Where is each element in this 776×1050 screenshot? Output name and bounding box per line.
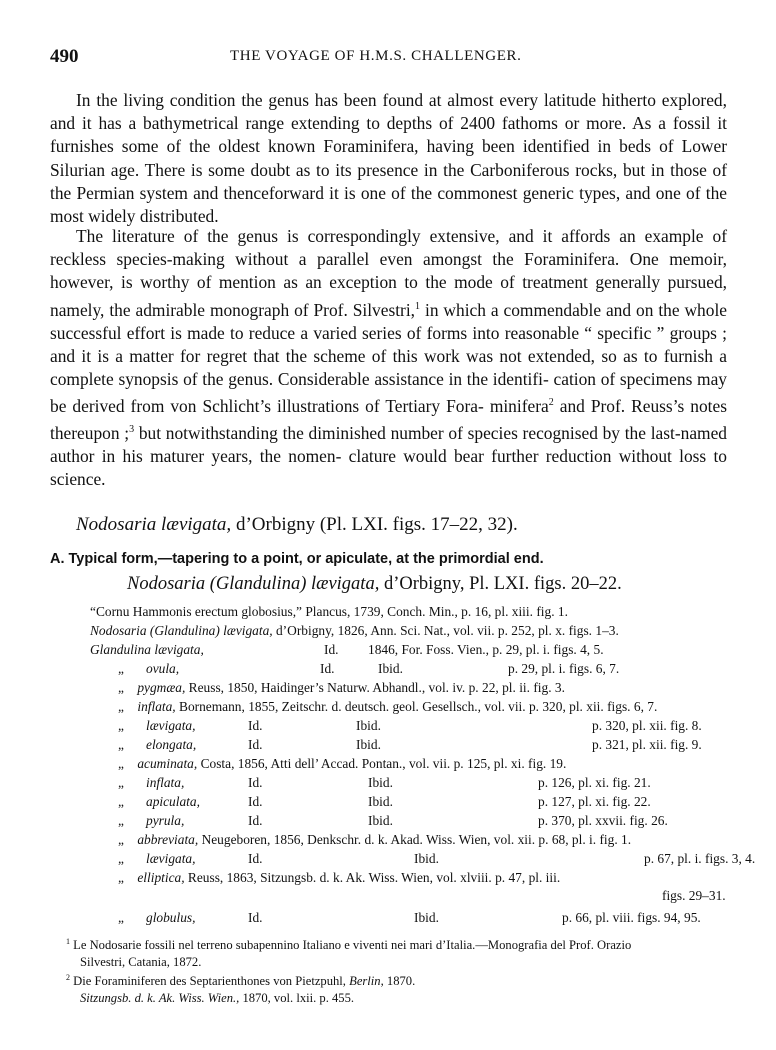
synonymy-line: „ ovula, Id. Ibid. p. 29, pl. i. figs. 6, 7.: [118, 661, 620, 676]
running-title: THE VOYAGE OF H.M.S. CHALLENGER.: [230, 48, 522, 64]
body-line: groups ; and it is a matter for regret that the scheme of this work was not extended, so: [50, 322, 727, 366]
body-line: but notwithstanding the diminished: [138, 423, 386, 444]
body-line: In the living condition the genus has been found at almost every latitude hitherto: [76, 90, 656, 110]
footnote-ref: 2: [548, 397, 554, 409]
synonymy-line: “Cornu Hammonis erectum globosius,” Plancus, 1739, Conch. Min., p. 16, pl. xiii. fig. 1.: [90, 604, 568, 619]
synonymy-line: „ pygmæa, Reuss, 1850, Haidinger’s Naturw. Abhandl., vol. iv. p. 22, pl. ii. fig. 3.: [118, 680, 565, 695]
body-line: number of species recognised by the last-named author in his maturer years, the nomen-: [50, 423, 727, 467]
footnote-ref: 1: [415, 300, 421, 312]
paragraph-2: [50, 225, 727, 492]
synonymy-continuation: figs. 29–31.: [662, 888, 726, 903]
body-line: generic types, and one of the most widely distributed.: [50, 182, 727, 227]
footnote-ref: 3: [129, 424, 135, 436]
body-line: whole successful effort is made to reduce a varied series of forms into reasonable “ specific ”: [50, 299, 728, 343]
body-line: namely, the admirable monograph of Prof. Silvestri,: [50, 299, 416, 320]
body-line: however, is worthy of mention as an exception to the mode of treatment generally pursued,: [50, 272, 727, 293]
body-line: clature would bear further reduction without loss to science.: [50, 446, 727, 490]
body-line: The literature of the genus is correspondingly extensive, and it affords an example of: [76, 226, 727, 246]
synonymy-line: „ globulus, Id. Ibid. p. 66, pl. viii. figs. 94, 95.: [118, 910, 701, 925]
synonymy-line: „ inflata, Id. Ibid. p. 126, pl. xi. fig. 21.: [118, 775, 651, 790]
body-line: explored, and it has a bathymetrical range extending to depths of 2400 fathoms or more.: [50, 90, 727, 134]
body-line: and Prof. Reuss’s notes thereupon ;: [50, 396, 727, 444]
body-line: rocks, but in those of the Permian system and thenceforward it is one of the commonest: [50, 159, 727, 203]
subspecies-heading: Nodosaria (Glandulina) lævigata, d’Orbigny, Pl. LXI. figs. 20–22.: [127, 574, 622, 594]
footnote-1-cont: Silvestri, Catania, 1872.: [80, 955, 202, 969]
body-line: as to furnish a complete synopsis of the genus. Considerable assistance in the identifi-: [50, 345, 727, 390]
footnote-3: Sitzungsb. d. k. Ak. Wiss. Wien., 1870, vol. lxii. p. 455.: [80, 991, 355, 1005]
footnote-1: $^1$ Le Nodosarie fossili nel terreno subapennino Italiano e viventi nei mari d’Italia.—Monografia del Prof. Orazio: [66, 937, 632, 953]
body-line: As a fossil it furnishes some of the oldest known Foraminifera, having been identified in: [50, 113, 728, 157]
synonymy-line: „ elliptica, Reuss, 1863, Sitzungsb. d. k. Ak. Wiss. Wien, vol. xlviii. p. 47, pl. iii.: [118, 870, 561, 885]
body-line: minifera: [489, 396, 549, 417]
synonymy-line: „ pyrula, Id. Ibid. p. 370, pl. xxvii. fig. 26.: [118, 813, 668, 828]
synonymy-line: „ acuminata, Costa, 1856, Atti dell’ Accad. Pontan., vol. vii. p. 125, pl. xi. fig. 19.: [118, 756, 567, 771]
body-line: reckless species-making without a parallel even amongst the Foraminifera. One memoir,: [50, 249, 727, 270]
synonymy-line: „ apiculata, Id. Ibid. p. 127, pl. xi. fig. 22.: [118, 794, 651, 809]
footnote-2: $^2$ Die Foraminiferen des Septarienthones von Pietzpuhl, Berlin, 1870.: [66, 973, 416, 989]
synonymy-line: „ lævigata, Id. Ibid. p. 67, pl. i. figs. 3, 4.: [118, 851, 756, 866]
page-number: 490: [50, 46, 79, 67]
paragraph-1: [50, 89, 727, 228]
section-a-heading: A. Typical form,—tapering to a point, or apiculate, at the primordial end.: [50, 551, 544, 567]
synonymy-line: „ abbreviata, Neugeboren, 1856, Denkschr. d. k. Akad. Wiss. Wien, vol. xii. p. 68, pl. i. fig. 1.: [118, 832, 632, 847]
synonymy-line: „ lævigata, Id. Ibid. p. 320, pl. xii. fig. 8.: [118, 718, 702, 733]
synonymy-line: Glandulina lævigata, Id. 1846, For. Foss. Vien., p. 29, pl. i. figs. 4, 5.: [90, 642, 604, 657]
synonymy-line: „ inflata, Bornemann, 1855, Zeitschr. d. deutsch. geol. Gesellsch., vol. vii. p. 320, pl. xii. figs. 6, 7.: [118, 699, 658, 714]
body-line: cation of specimens may be derived from von Schlicht’s illustrations of Tertiary Fora-: [50, 369, 727, 417]
species-heading: Nodosaria lævigata, d’Orbigny (Pl. LXI. figs. 17–22, 32).: [76, 514, 518, 535]
synonymy-line: „ elongata, Id. Ibid. p. 321, pl. xii. fig. 9.: [118, 737, 702, 752]
synonymy-line: Nodosaria (Glandulina) lævigata, d’Orbigny, 1826, Ann. Sci. Nat., vol. vii. p. 252, pl. x. figs. 1–3.: [90, 623, 619, 638]
body-line: beds of Lower Silurian age. There is some doubt as to its presence in the Carboniferous: [50, 136, 727, 180]
body-line: in which a commendable and on the: [424, 299, 680, 320]
